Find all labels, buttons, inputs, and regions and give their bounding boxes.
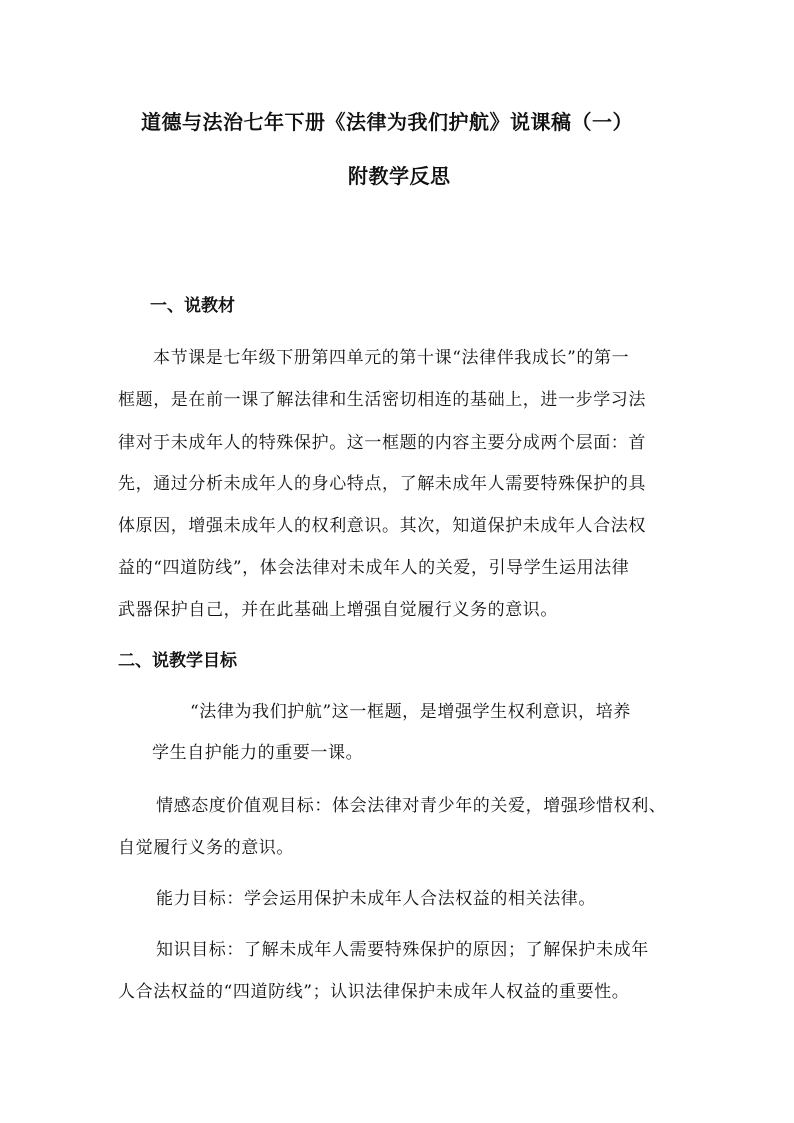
paragraph-line: 学生自护能力的重要一课。 (152, 743, 364, 763)
paragraph-line: 本节课是七年级下册第四单元的第十课“法律伴我成长”的第一 (153, 348, 630, 368)
document-title-line-1: 道德与法治七年下册《法律为我们护航》说课稿（一） (141, 110, 633, 134)
paragraph-line: “法律为我们护航”这一框题，是增强学生权利意识，培养 (190, 702, 631, 722)
section-heading-teaching-objectives: 二、说教学目标 (118, 651, 237, 671)
paragraph-line: 情感态度价值观目标：体会法律对青少年的关爱，增强珍惜权利、 (156, 796, 667, 816)
ability-objective-line: 能力目标：学会运用保护未成年人合法权益的相关法律。 (156, 889, 596, 909)
paragraph-line: 框题，是在前一课了解法律和生活密切相连的基础上，进一步学习法 (118, 390, 646, 410)
paragraph-line: 先，通过分析未成年人的身心特点，了解未成年人需要特殊保护的具 (118, 474, 646, 494)
document-title-line-2: 附教学反思 (348, 164, 451, 188)
paragraph-line: 知识目标：了解未成年人需要特殊保护的原因；了解保护未成年 (156, 940, 649, 960)
paragraph-line: 武器保护自己，并在此基础上增强自觉履行义务的意识。 (118, 600, 558, 620)
paragraph-line: 自觉履行义务的意识。 (118, 838, 294, 858)
section-heading-teaching-material: 一、说教材 (150, 296, 235, 316)
paragraph-line: 律对于未成年人的特殊保护。这一框题的内容主要分成两个层面：首 (118, 433, 646, 453)
paragraph-line: 益的“四道防线”，体会法律对未成年人的关爱，引导学生运用法律 (118, 558, 630, 578)
paragraph-line: 人合法权益的“四道防线”；认识法律保护未成年人权益的重要性。 (118, 982, 630, 1002)
paragraph-line: 体原因，增强未成年人的权利意识。其次，知道保护未成年人合法权 (118, 516, 646, 536)
